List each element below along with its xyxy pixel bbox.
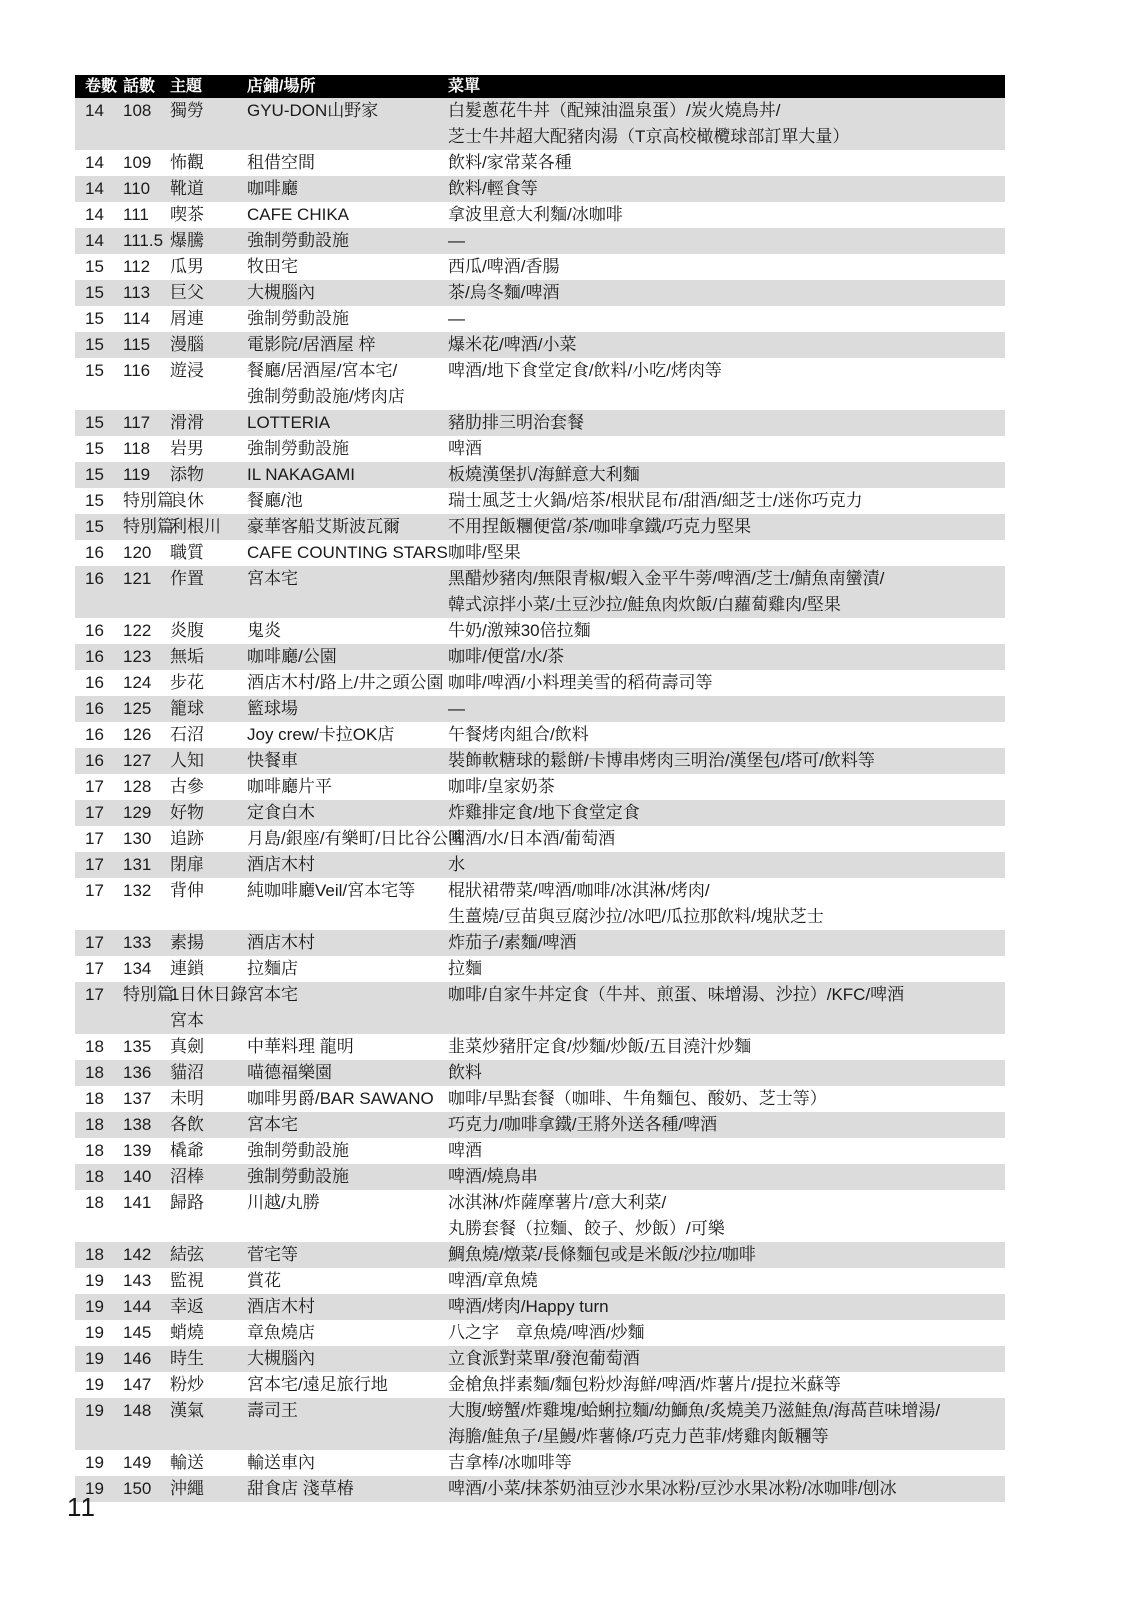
- table-row: [75, 878, 1005, 930]
- table-row: [75, 150, 1005, 176]
- cell-theme: 古參: [170, 777, 204, 796]
- table-row: [75, 956, 1005, 982]
- cell-episode: 123: [123, 647, 152, 666]
- table-row: [75, 228, 1005, 254]
- table-row: [75, 1086, 1005, 1112]
- table-row: [75, 332, 1005, 358]
- cell-volume: 15: [85, 361, 104, 380]
- cell-menu: 啤酒/燒鳥串: [448, 1167, 538, 1186]
- cell-menu: 炸茄子/素麵/啤酒: [448, 933, 577, 952]
- cell-theme: 歸路: [170, 1193, 204, 1212]
- header-theme: 主題: [170, 78, 203, 95]
- cell-menu: 白髮蔥花牛丼（配辣油溫泉蛋）/炭火燒鳥丼/ 芝士牛丼超大配豬肉湯（T京高校橄欖球部訂單大量）: [448, 101, 850, 146]
- page-number: 11: [67, 1492, 96, 1522]
- cell-episode: 125: [123, 699, 152, 718]
- cell-menu: 裝飾軟糖球的鬆餅/卡博串烤肉三明治/漢堡包/塔可/飲料等: [448, 751, 875, 770]
- table-row: [75, 644, 1005, 670]
- cell-menu: 咖啡/皇家奶茶: [448, 777, 555, 796]
- cell-episode: 145: [123, 1323, 152, 1342]
- cell-volume: 15: [85, 309, 104, 328]
- cell-volume: 14: [85, 153, 104, 172]
- header-shop-location: 店鋪/場所: [247, 78, 316, 95]
- table-row: [75, 1034, 1005, 1060]
- cell-theme: 靴道: [170, 179, 204, 198]
- cell-shop: LOTTERIA: [247, 413, 331, 432]
- cell-menu: 啤酒: [448, 439, 482, 458]
- cell-volume: 15: [85, 283, 104, 302]
- cell-episode: 124: [123, 673, 152, 692]
- cell-theme: 職質: [170, 543, 204, 562]
- cell-episode: 147: [123, 1375, 152, 1394]
- cell-shop: 酒店木村: [247, 1297, 315, 1316]
- cell-shop: 宮本宅/遠足旅行地: [247, 1375, 388, 1394]
- cell-volume: 16: [85, 621, 104, 640]
- table-row: [75, 566, 1005, 618]
- cell-menu: 啤酒/章魚燒: [448, 1271, 538, 1290]
- cell-menu: 爆米花/啤酒/小菜: [448, 335, 577, 354]
- cell-episode: 120: [123, 543, 152, 562]
- cell-menu: 黑醋炒豬肉/無限青椒/蝦入金平牛蒡/啤酒/芝士/鯖魚南蠻漬/ 韓式涼拌小菜/土豆沙拉/鮭魚肉炊飯/白蘿蔔雞肉/堅果: [448, 569, 885, 614]
- cell-theme: 沖繩: [170, 1479, 204, 1498]
- cell-episode: 108: [123, 101, 152, 120]
- cell-episode: 144: [123, 1297, 152, 1316]
- table-row: [75, 826, 1005, 852]
- cell-theme: 結弦: [170, 1245, 204, 1264]
- cell-theme: 未明: [170, 1089, 204, 1108]
- cell-menu: 飲料/輕食等: [448, 179, 538, 198]
- table-row: [75, 1476, 1005, 1502]
- table-header-row: [75, 75, 1005, 98]
- cell-volume: 15: [85, 491, 104, 510]
- cell-theme: 漫腦: [170, 335, 204, 354]
- cell-shop: 強制勞動設施: [247, 1167, 349, 1186]
- cell-volume: 19: [85, 1323, 104, 1342]
- cell-episode: 136: [123, 1063, 152, 1082]
- cell-volume: 18: [85, 1037, 104, 1056]
- cell-volume: 16: [85, 673, 104, 692]
- cell-volume: 19: [85, 1479, 104, 1498]
- cell-theme: 時生: [170, 1349, 204, 1368]
- table-row: [75, 1450, 1005, 1476]
- header-menu: 菜單: [448, 78, 481, 95]
- table-row: [75, 1346, 1005, 1372]
- cell-volume: 15: [85, 413, 104, 432]
- cell-theme: 蛸燒: [170, 1323, 204, 1342]
- cell-volume: 19: [85, 1349, 104, 1368]
- cell-volume: 17: [85, 855, 104, 874]
- cell-shop: 咖啡廳片平: [247, 777, 332, 796]
- cell-episode: 135: [123, 1037, 152, 1056]
- cell-volume: 18: [85, 1063, 104, 1082]
- cell-shop: 大槻腦內: [247, 283, 315, 302]
- cell-episode: 114: [123, 309, 151, 328]
- cell-episode: 特別篇: [123, 491, 174, 510]
- table-row: [75, 670, 1005, 696]
- cell-menu: 啤酒/地下食堂定食/飲料/小吃/烤肉等: [448, 361, 722, 380]
- cell-episode: 111: [123, 205, 149, 224]
- cell-shop: 牧田宅: [247, 257, 298, 276]
- cell-volume: 14: [85, 179, 104, 198]
- cell-theme: 閉扉: [170, 855, 204, 874]
- table-row: [75, 488, 1005, 514]
- cell-theme: 炎腹: [170, 621, 204, 640]
- cell-episode: 137: [123, 1089, 152, 1108]
- cell-theme: 真劍: [170, 1037, 204, 1056]
- cell-theme: 遊浸: [170, 361, 204, 380]
- cell-theme: 輸送: [170, 1453, 204, 1472]
- cell-shop: 酒店木村: [247, 855, 315, 874]
- cell-volume: 14: [85, 101, 104, 120]
- cell-episode: 134: [123, 959, 152, 978]
- header-volume: 卷數: [85, 78, 118, 95]
- table-row: [75, 618, 1005, 644]
- cell-menu: 冰淇淋/炸薩摩薯片/意大利菜/ 丸勝套餐（拉麵、餃子、炒飯）/可樂: [448, 1193, 725, 1238]
- cell-menu: 板燒漢堡扒/海鮮意大利麵: [448, 465, 640, 484]
- cell-volume: 16: [85, 725, 104, 744]
- cell-shop: 租借空間: [247, 153, 315, 172]
- table-row: [75, 722, 1005, 748]
- cell-theme: 幸返: [170, 1297, 204, 1316]
- cell-shop: Joy crew/卡拉OK店: [247, 725, 395, 744]
- cell-volume: 15: [85, 517, 104, 536]
- cell-shop: 賞花: [247, 1271, 281, 1290]
- cell-volume: 18: [85, 1089, 104, 1108]
- cell-episode: 149: [123, 1453, 152, 1472]
- cell-theme: 滑滑: [170, 413, 204, 432]
- cell-episode: 127: [123, 751, 152, 770]
- table-row: [75, 306, 1005, 332]
- cell-menu: 啤酒: [448, 1141, 482, 1160]
- cell-volume: 18: [85, 1167, 104, 1186]
- cell-menu: 啤酒/烤肉/Happy turn: [448, 1297, 609, 1316]
- cell-volume: 19: [85, 1375, 104, 1394]
- cell-episode: 140: [123, 1167, 152, 1186]
- table-row: [75, 1060, 1005, 1086]
- table-row: [75, 254, 1005, 280]
- cell-volume: 17: [85, 959, 104, 978]
- cell-shop: 喵德福樂園: [247, 1063, 332, 1082]
- cell-shop: 宮本宅: [247, 985, 298, 1004]
- cell-theme: 步花: [170, 673, 204, 692]
- cell-episode: 118: [123, 439, 151, 458]
- cell-volume: 15: [85, 465, 104, 484]
- cell-menu: 豬肋排三明治套餐: [448, 413, 584, 432]
- table-row: [75, 1112, 1005, 1138]
- cell-menu: 八之字 章魚燒/啤酒/炒麵: [448, 1323, 645, 1342]
- cell-menu: 韭菜炒豬肝定食/炒麵/炒飯/五目澆汁炒麵: [448, 1037, 752, 1056]
- cell-menu: —: [448, 231, 465, 250]
- cell-shop: CAFE COUNTING STARS: [247, 543, 448, 562]
- table-row: [75, 202, 1005, 228]
- cell-volume: 17: [85, 777, 104, 796]
- cell-episode: 110: [123, 179, 151, 198]
- cell-theme: 漢氣: [170, 1401, 204, 1420]
- cell-episode: 113: [123, 283, 151, 302]
- table-body: [75, 98, 1005, 1502]
- cell-theme: 瓜男: [170, 257, 204, 276]
- table-row: [75, 514, 1005, 540]
- table-row: [75, 410, 1005, 436]
- cell-episode: 129: [123, 803, 152, 822]
- cell-theme: 怖觀: [170, 153, 204, 172]
- cell-episode: 146: [123, 1349, 152, 1368]
- cell-theme: 獨勞: [170, 101, 204, 120]
- cell-volume: 17: [85, 829, 104, 848]
- cell-theme: 監視: [170, 1271, 204, 1290]
- cell-shop: 強制勞動設施: [247, 231, 349, 250]
- cell-menu: —: [448, 699, 465, 718]
- cell-shop: 電影院/居酒屋 梓: [247, 335, 376, 354]
- cell-shop: 拉麵店: [247, 959, 298, 978]
- cell-volume: 17: [85, 985, 104, 1004]
- cell-menu: 大腹/螃蟹/炸雞塊/蛤蜊拉麵/幼鰤魚/炙燒美乃滋鮭魚/海萵苣味增湯/ 海膽/鮭魚子/星鰻/炸薯條/巧克力芭菲/烤雞肉飯糰等: [448, 1401, 941, 1446]
- cell-shop: 酒店木村/路上/井之頭公園: [247, 673, 444, 692]
- cell-theme: 作置: [170, 569, 204, 588]
- cell-menu: 棍狀裙帶菜/啤酒/咖啡/冰淇淋/烤肉/ 生薑燒/豆苗與豆腐沙拉/冰吧/瓜拉那飲料/塊狀芝士: [448, 881, 824, 926]
- cell-shop: 甜食店 淺草椿: [247, 1479, 354, 1498]
- cell-volume: 14: [85, 231, 104, 250]
- cell-shop: 咖啡男爵/BAR SAWANO: [247, 1089, 434, 1108]
- cell-theme: 素揚: [170, 933, 204, 952]
- cell-volume: 15: [85, 439, 104, 458]
- cell-shop: 酒店木村: [247, 933, 315, 952]
- cell-shop: GYU-DON山野家: [247, 101, 379, 120]
- cell-volume: 17: [85, 803, 104, 822]
- cell-volume: 19: [85, 1401, 104, 1420]
- cell-episode: 115: [123, 335, 151, 354]
- cell-episode: 121: [123, 569, 152, 588]
- cell-menu: 啤酒/水/日本酒/葡萄酒: [448, 829, 616, 848]
- cell-menu: 不用捏飯糰便當/茶/咖啡拿鐵/巧克力堅果: [448, 517, 752, 536]
- cell-menu: 瑞士風芝士火鍋/焙茶/根狀昆布/甜酒/細芝士/迷你巧克力: [448, 491, 863, 510]
- cell-theme: 人知: [170, 751, 204, 770]
- cell-shop: 宮本宅: [247, 1115, 298, 1134]
- cell-volume: 19: [85, 1453, 104, 1472]
- cell-episode: 117: [123, 413, 151, 432]
- cell-menu: 水: [448, 855, 465, 874]
- cell-menu: 牛奶/激辣30倍拉麵: [448, 621, 591, 640]
- cell-shop: 輸送車內: [247, 1453, 315, 1472]
- cell-episode: 130: [123, 829, 152, 848]
- cell-shop: 餐廳/池: [247, 491, 303, 510]
- cell-episode: 特別篇: [123, 517, 174, 536]
- cell-menu: 咖啡/啤酒/小料理美雪的稻荷壽司等: [448, 673, 713, 692]
- cell-episode: 特別篇: [123, 985, 174, 1004]
- cell-volume: 16: [85, 569, 104, 588]
- cell-theme: 各飲: [170, 1115, 204, 1134]
- cell-episode: 119: [123, 465, 151, 484]
- table-row: [75, 852, 1005, 878]
- cell-theme: 爆騰: [170, 231, 204, 250]
- cell-theme: 巨父: [170, 283, 204, 302]
- cell-menu: 咖啡/早點套餐（咖啡、牛角麵包、酸奶、芝士等）: [448, 1089, 827, 1108]
- cell-shop: 咖啡廳: [247, 179, 298, 198]
- cell-volume: 16: [85, 751, 104, 770]
- cell-episode: 111.5: [123, 231, 164, 250]
- cell-menu: 咖啡/便當/水/茶: [448, 647, 565, 666]
- cell-volume: 18: [85, 1245, 104, 1264]
- cell-shop: 月島/銀座/有樂町/日比谷公園: [247, 829, 466, 848]
- cell-episode: 148: [123, 1401, 152, 1420]
- cell-menu: 吉拿棒/冰咖啡等: [448, 1453, 572, 1472]
- cell-theme: 良休: [170, 491, 204, 510]
- cell-shop: 章魚燒店: [247, 1323, 315, 1342]
- cell-theme: 屑連: [170, 309, 204, 328]
- cell-shop: 強制勞動設施: [247, 439, 349, 458]
- table-row: [75, 176, 1005, 202]
- cell-episode: 109: [123, 153, 152, 172]
- table-row: [75, 800, 1005, 826]
- cell-episode: 126: [123, 725, 152, 744]
- table-row: [75, 1190, 1005, 1242]
- cell-theme: 粉炒: [170, 1375, 204, 1394]
- cell-shop: CAFE CHIKA: [247, 205, 350, 224]
- cell-episode: 133: [123, 933, 152, 952]
- table-row: [75, 696, 1005, 722]
- cell-menu: 巧克力/咖啡拿鐵/王將外送各種/啤酒: [448, 1115, 718, 1134]
- cell-theme: 橇爺: [170, 1141, 204, 1160]
- cell-shop: 宮本宅: [247, 569, 298, 588]
- cell-shop: 強制勞動設施: [247, 1141, 349, 1160]
- table-row: [75, 1294, 1005, 1320]
- cell-volume: 18: [85, 1193, 104, 1212]
- cell-shop: 鬼炎: [247, 621, 281, 640]
- cell-shop: 菅宅等: [247, 1245, 298, 1264]
- cell-theme: 連鎖: [170, 959, 204, 978]
- table-row: [75, 1320, 1005, 1346]
- cell-theme: 籠球: [170, 699, 204, 718]
- cell-menu: 飲料/家常菜各種: [448, 153, 572, 172]
- cell-episode: 131: [123, 855, 152, 874]
- cell-volume: 18: [85, 1115, 104, 1134]
- cell-menu: 立食派對菜單/發泡葡萄酒: [448, 1349, 640, 1368]
- cell-volume: 17: [85, 933, 104, 952]
- header-episode: 話數: [123, 78, 156, 95]
- cell-theme: 追跡: [170, 829, 204, 848]
- cell-menu: 啤酒/小菜/抹茶奶油豆沙水果冰粉/豆沙水果冰粉/冰咖啡/刨冰: [448, 1479, 897, 1498]
- cell-episode: 139: [123, 1141, 152, 1160]
- cell-menu: 茶/烏冬麵/啤酒: [448, 283, 560, 302]
- cell-shop: 籃球場: [247, 699, 298, 718]
- table-row: [75, 748, 1005, 774]
- cell-theme: 利根川: [170, 517, 221, 536]
- cell-menu: 咖啡/堅果: [448, 543, 521, 562]
- cell-shop: 快餐車: [247, 751, 298, 770]
- cell-episode: 132: [123, 881, 152, 900]
- table-row: [75, 930, 1005, 956]
- cell-theme: 1日休日錄 宮本: [170, 985, 248, 1030]
- cell-shop: 定食白木: [247, 803, 315, 822]
- cell-theme: 背伸: [170, 881, 204, 900]
- cell-menu: 拿波里意大利麵/冰咖啡: [448, 205, 623, 224]
- cell-episode: 128: [123, 777, 152, 796]
- cell-shop: 咖啡廳/公園: [247, 647, 337, 666]
- table-row: [75, 1268, 1005, 1294]
- cell-menu: 西瓜/啤酒/香腸: [448, 257, 560, 276]
- table-row: [75, 982, 1005, 1034]
- cell-volume: 16: [85, 543, 104, 562]
- table-row: [75, 280, 1005, 306]
- cell-shop: 純咖啡廳Veil/宮本宅等: [247, 881, 416, 900]
- cell-theme: 添物: [170, 465, 204, 484]
- cell-menu: 金槍魚拌素麵/麵包粉炒海鮮/啤酒/炸薯片/提拉米蘇等: [448, 1375, 841, 1394]
- cell-menu: 午餐烤肉組合/飲料: [448, 725, 589, 744]
- table-row: [75, 1398, 1005, 1450]
- table-row: [75, 358, 1005, 410]
- cell-shop: 壽司王: [247, 1401, 298, 1420]
- cell-menu: 鯛魚燒/燉菜/長條麵包或是米飯/沙拉/咖啡: [448, 1245, 756, 1264]
- cell-volume: 18: [85, 1141, 104, 1160]
- table-row: [75, 774, 1005, 800]
- cell-menu: 拉麵: [448, 959, 482, 978]
- cell-episode: 141: [123, 1193, 152, 1212]
- cell-episode: 112: [123, 257, 151, 276]
- table-row: [75, 1242, 1005, 1268]
- cell-theme: 沼棒: [170, 1167, 204, 1186]
- table-row: [75, 1138, 1005, 1164]
- cell-menu: 飲料: [448, 1063, 482, 1082]
- cell-theme: 岩男: [170, 439, 204, 458]
- cell-theme: 貓沼: [170, 1063, 204, 1082]
- table-row: [75, 462, 1005, 488]
- cell-episode: 116: [123, 361, 151, 380]
- cell-theme: 無垢: [170, 647, 204, 666]
- cell-episode: 122: [123, 621, 152, 640]
- cell-volume: 16: [85, 699, 104, 718]
- cell-menu: 炸雞排定食/地下食堂定食: [448, 803, 640, 822]
- cell-volume: 19: [85, 1297, 104, 1316]
- cell-volume: 19: [85, 1271, 104, 1290]
- cell-volume: 15: [85, 335, 104, 354]
- table-row: [75, 98, 1005, 150]
- cell-shop: IL NAKAGAMI: [247, 465, 356, 484]
- cell-volume: 17: [85, 881, 104, 900]
- table-row: [75, 1372, 1005, 1398]
- cell-episode: 143: [123, 1271, 152, 1290]
- cell-shop: 強制勞動設施: [247, 309, 349, 328]
- table-row: [75, 1164, 1005, 1190]
- episode-guide-table: [75, 75, 1005, 1502]
- cell-theme: 喫茶: [170, 205, 204, 224]
- cell-shop: 豪華客船艾斯波瓦爾: [247, 517, 400, 536]
- cell-theme: 好物: [170, 803, 204, 822]
- table-row: [75, 540, 1005, 566]
- cell-volume: 15: [85, 257, 104, 276]
- cell-shop: 中華料理 龍明: [247, 1037, 354, 1056]
- table-row: [75, 436, 1005, 462]
- cell-menu: —: [448, 309, 465, 328]
- cell-episode: 142: [123, 1245, 152, 1264]
- cell-theme: 石沼: [170, 725, 204, 744]
- cell-shop: 餐廳/居酒屋/宮本宅/ 強制勞動設施/烤肉店: [247, 361, 405, 406]
- cell-volume: 14: [85, 205, 104, 224]
- cell-episode: 138: [123, 1115, 152, 1134]
- cell-menu: 咖啡/自家牛丼定食（牛丼、煎蛋、味增湯、沙拉）/KFC/啤酒: [448, 985, 905, 1004]
- cell-volume: 16: [85, 647, 104, 666]
- cell-shop: 川越/丸勝: [247, 1193, 320, 1212]
- cell-episode: 150: [123, 1479, 152, 1498]
- cell-shop: 大槻腦內: [247, 1349, 315, 1368]
